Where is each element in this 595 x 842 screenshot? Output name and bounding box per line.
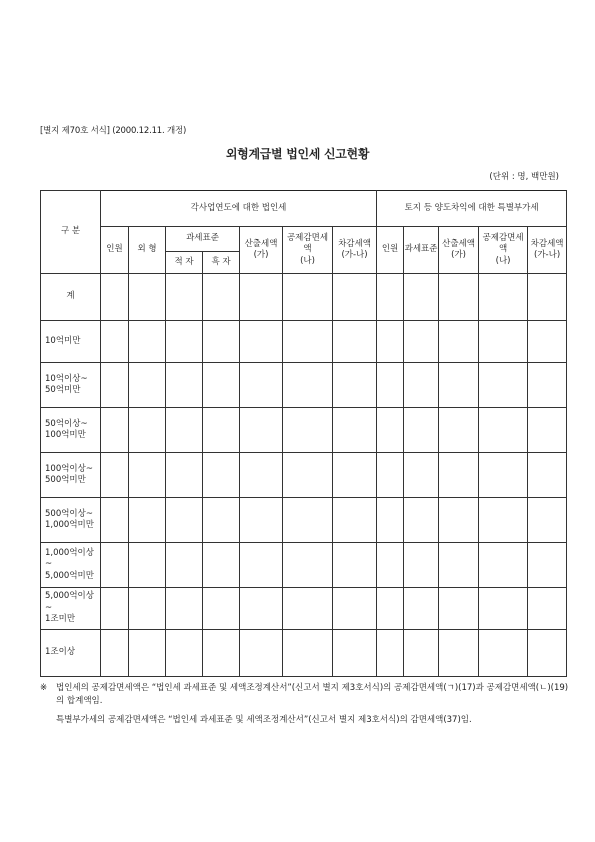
table-cell[interactable] [528,363,567,408]
table-cell[interactable] [283,543,333,588]
table-cell[interactable] [528,543,567,588]
header-g1-deficit: 적 자 [166,252,203,274]
table-cell[interactable] [101,408,129,453]
table-cell[interactable] [439,321,479,363]
table-cell[interactable] [404,363,439,408]
table-cell[interactable] [129,498,166,543]
report-table [40,190,567,677]
note-line-2: 특별부가세의 공제감면세액은 “법인세 과세표준 및 세액조정계산서”(신고서 별지 제3호서식)의 감면세액(37)임. [56,714,472,725]
table-cell[interactable] [528,498,567,543]
table-cell[interactable] [439,408,479,453]
table-row [41,588,567,630]
table-cell[interactable] [377,498,404,543]
header-g1-net-tax: 차감세액 (가-나) [333,227,377,274]
table-cell[interactable] [240,321,283,363]
table-row [41,453,567,498]
table-cell[interactable] [166,321,203,363]
table-cell[interactable] [528,630,567,677]
table-cell[interactable] [283,588,333,630]
row-label: 5,000억이상~ 1조미만 [41,588,101,630]
table-cell[interactable] [404,453,439,498]
table-cell[interactable] [129,363,166,408]
table-cell[interactable] [479,630,528,677]
header-g2-persons: 인원 [377,227,404,274]
table-cell[interactable] [377,274,404,321]
table-row [41,498,567,543]
table-cell[interactable] [101,498,129,543]
table-cell[interactable] [129,274,166,321]
header-g2-tax-standard: 과세표준 [404,227,439,274]
table-cell[interactable] [404,498,439,543]
table-cell[interactable] [101,543,129,588]
table-cell[interactable] [439,274,479,321]
header-g1-surplus: 흑 자 [203,252,240,274]
table-cell[interactable] [166,630,203,677]
table-cell[interactable] [479,321,528,363]
table-cell[interactable] [203,453,240,498]
table-cell[interactable] [404,408,439,453]
table-cell[interactable] [101,630,129,677]
table-cell[interactable] [166,453,203,498]
header-g1-revenue: 외 형 [129,227,166,274]
table-cell[interactable] [129,453,166,498]
table-cell[interactable] [129,321,166,363]
row-label: 10억미만 [41,321,101,363]
header-gubun: 구 분 [41,191,101,274]
row-label: 10억이상~ 50억미만 [41,363,101,408]
table-cell[interactable] [479,408,528,453]
table-cell[interactable] [203,543,240,588]
header-g1-exempt-tax: 공제감면세액 (나) [283,227,333,274]
header-g1-persons: 인원 [101,227,129,274]
row-label: 계 [41,274,101,321]
table-cell[interactable] [283,453,333,498]
table-cell[interactable] [528,588,567,630]
table-cell[interactable] [333,274,377,321]
table-cell[interactable] [333,543,377,588]
table-cell[interactable] [377,630,404,677]
table-row [41,630,567,677]
table-row [41,274,567,321]
table-cell[interactable] [283,630,333,677]
table-cell[interactable] [377,321,404,363]
header-g1-calculated-tax: 산출세액 (가) [240,227,283,274]
row-label: 50억이상~ 100억미만 [41,408,101,453]
header-special-surtax: 토지 등 양도차익에 대한 특별부가세 [377,191,567,227]
table-row [41,543,567,588]
table-cell[interactable] [203,321,240,363]
row-label: 100억이상~ 500억미만 [41,453,101,498]
table-cell[interactable] [166,543,203,588]
table-cell[interactable] [166,498,203,543]
row-label: 1조이상 [41,630,101,677]
note-mark: ※ [40,683,48,693]
table-row [41,363,567,408]
unit-label: (단위 : 명, 백만원) [489,172,559,182]
table-cell[interactable] [166,274,203,321]
table-cell[interactable] [203,363,240,408]
table-cell[interactable] [333,363,377,408]
table-cell[interactable] [377,363,404,408]
table-cell[interactable] [439,630,479,677]
table-cell[interactable] [283,363,333,408]
table-cell[interactable] [333,408,377,453]
table-cell[interactable] [528,274,567,321]
table-cell[interactable] [129,543,166,588]
table-cell[interactable] [439,453,479,498]
table-cell[interactable] [439,498,479,543]
table-cell[interactable] [129,408,166,453]
table-cell[interactable] [377,453,404,498]
table-cell[interactable] [283,498,333,543]
table-cell[interactable] [479,274,528,321]
table-cell[interactable] [101,453,129,498]
table-cell[interactable] [240,408,283,453]
table-cell[interactable] [283,274,333,321]
header-g2-net-tax: 차감세액 (가-나) [528,227,567,274]
table-cell[interactable] [333,630,377,677]
table-cell[interactable] [203,274,240,321]
table-cell[interactable] [479,543,528,588]
table-cell[interactable] [479,588,528,630]
table-cell[interactable] [404,588,439,630]
table-cell[interactable] [479,453,528,498]
table-cell[interactable] [439,543,479,588]
table-cell[interactable] [377,543,404,588]
table-cell[interactable] [404,543,439,588]
table-cell[interactable] [101,363,129,408]
table-cell[interactable] [129,588,166,630]
table-cell[interactable] [283,408,333,453]
table-cell[interactable] [101,321,129,363]
table-cell[interactable] [129,630,166,677]
row-label: 500억이상~ 1,000억미만 [41,498,101,543]
table-cell[interactable] [404,274,439,321]
header-corporate-tax: 각사업연도에 대한 법인세 [101,191,377,227]
table-cell[interactable] [333,453,377,498]
table-cell[interactable] [377,408,404,453]
table-cell[interactable] [240,588,283,630]
table-cell[interactable] [333,321,377,363]
header-g2-calculated-tax: 산출세액 (가) [439,227,479,274]
header-g2-exempt-tax: 공제감면세액 (나) [479,227,528,274]
table-cell[interactable] [404,321,439,363]
table-cell[interactable] [240,498,283,543]
table-cell[interactable] [333,498,377,543]
table-cell[interactable] [166,408,203,453]
page-title: 외형계급별 법인세 신고현황 [225,147,370,161]
table-cell[interactable] [528,408,567,453]
table-cell[interactable] [240,543,283,588]
table-cell[interactable] [240,453,283,498]
table-cell[interactable] [240,630,283,677]
table-row [41,321,567,363]
table-cell[interactable] [479,498,528,543]
table-cell[interactable] [439,588,479,630]
table-cell[interactable] [166,588,203,630]
table-cell[interactable] [101,588,129,630]
table-cell[interactable] [439,363,479,408]
table-cell[interactable] [203,498,240,543]
table-cell[interactable] [101,274,129,321]
header-g1-tax-standard: 과세표준 [166,227,240,252]
table-cell[interactable] [166,363,203,408]
row-label: 1,000억이상~ 5,000억미만 [41,543,101,588]
table-cell[interactable] [240,363,283,408]
note-line-1: 법인세의 공제감면세액은 “법인세 과세표준 및 세액조정계산서”(신고서 별지 제3호서식)의 공제감면세액(ㄱ)(17)과 공제감면세액(ㄴ)(19)의 합계액임. [56,683,569,706]
table-cell[interactable] [203,588,240,630]
table-cell[interactable] [528,453,567,498]
table-cell[interactable] [528,321,567,363]
table-cell[interactable] [240,274,283,321]
table-row [41,408,567,453]
table-cell[interactable] [283,321,333,363]
form-number: [별지 제70호 서식] (2000.12.11. 개정) [40,126,187,136]
table-cell[interactable] [203,408,240,453]
table-cell[interactable] [404,630,439,677]
table-cell[interactable] [479,363,528,408]
table-cell[interactable] [203,630,240,677]
footnotes [40,682,570,726]
table-cell[interactable] [333,588,377,630]
table-cell[interactable] [377,588,404,630]
